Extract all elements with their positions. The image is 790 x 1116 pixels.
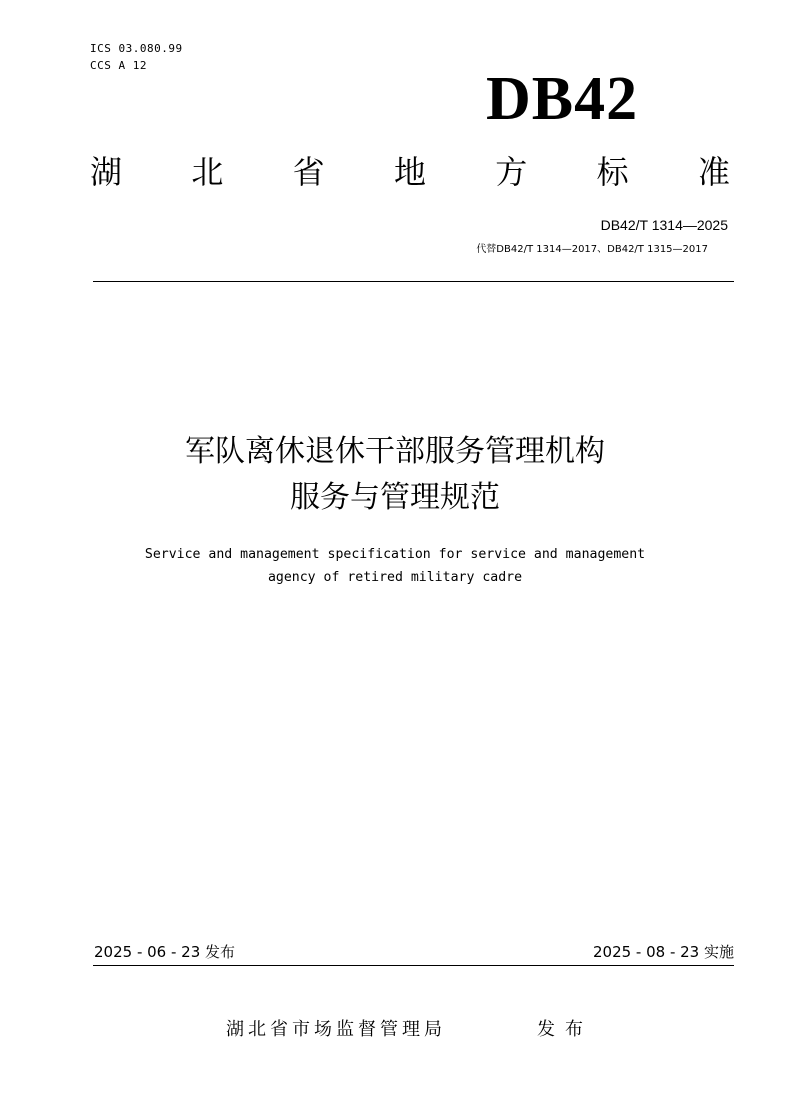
replaces-notice: 代替DB42/T 1314—2017、DB42/T 1315—2017 [476, 244, 708, 255]
issue-date: 2025 - 06 - 23 发布 [94, 943, 236, 961]
ics-code: ICS 03.080.99 [90, 42, 183, 55]
standard-type-char: 湖 [89, 153, 122, 191]
top-divider [93, 281, 734, 282]
issuing-authority: 湖北省市场监督管理局 [226, 1019, 446, 1040]
title-en-line2: agency of retired military cadre [267, 570, 523, 585]
standard-type-char: 地 [393, 153, 426, 191]
ccs-code: CCS A 12 [90, 59, 147, 72]
title-zh-line1: 军队离休退休干部服务管理机构 [185, 434, 605, 469]
standard-type-char: 准 [697, 153, 730, 191]
standard-number: DB42/T 1314—2025 [600, 217, 728, 233]
bottom-divider [93, 965, 734, 966]
title-en-line1: Service and management specification for service and management [144, 547, 646, 562]
standard-type-char: 方 [495, 153, 528, 191]
title-zh-line2: 服务与管理规范 [290, 480, 500, 515]
issuer-action: 发布 [537, 1019, 593, 1040]
standard-type-heading [86, 150, 734, 194]
standard-type-char: 标 [596, 153, 629, 191]
implementation-date: 2025 - 08 - 23 实施 [592, 943, 734, 961]
standard-logo: DB42 [486, 65, 639, 133]
classification-codes [90, 40, 183, 74]
standard-type-char: 北 [191, 153, 224, 191]
standard-type-char: 省 [292, 153, 325, 191]
